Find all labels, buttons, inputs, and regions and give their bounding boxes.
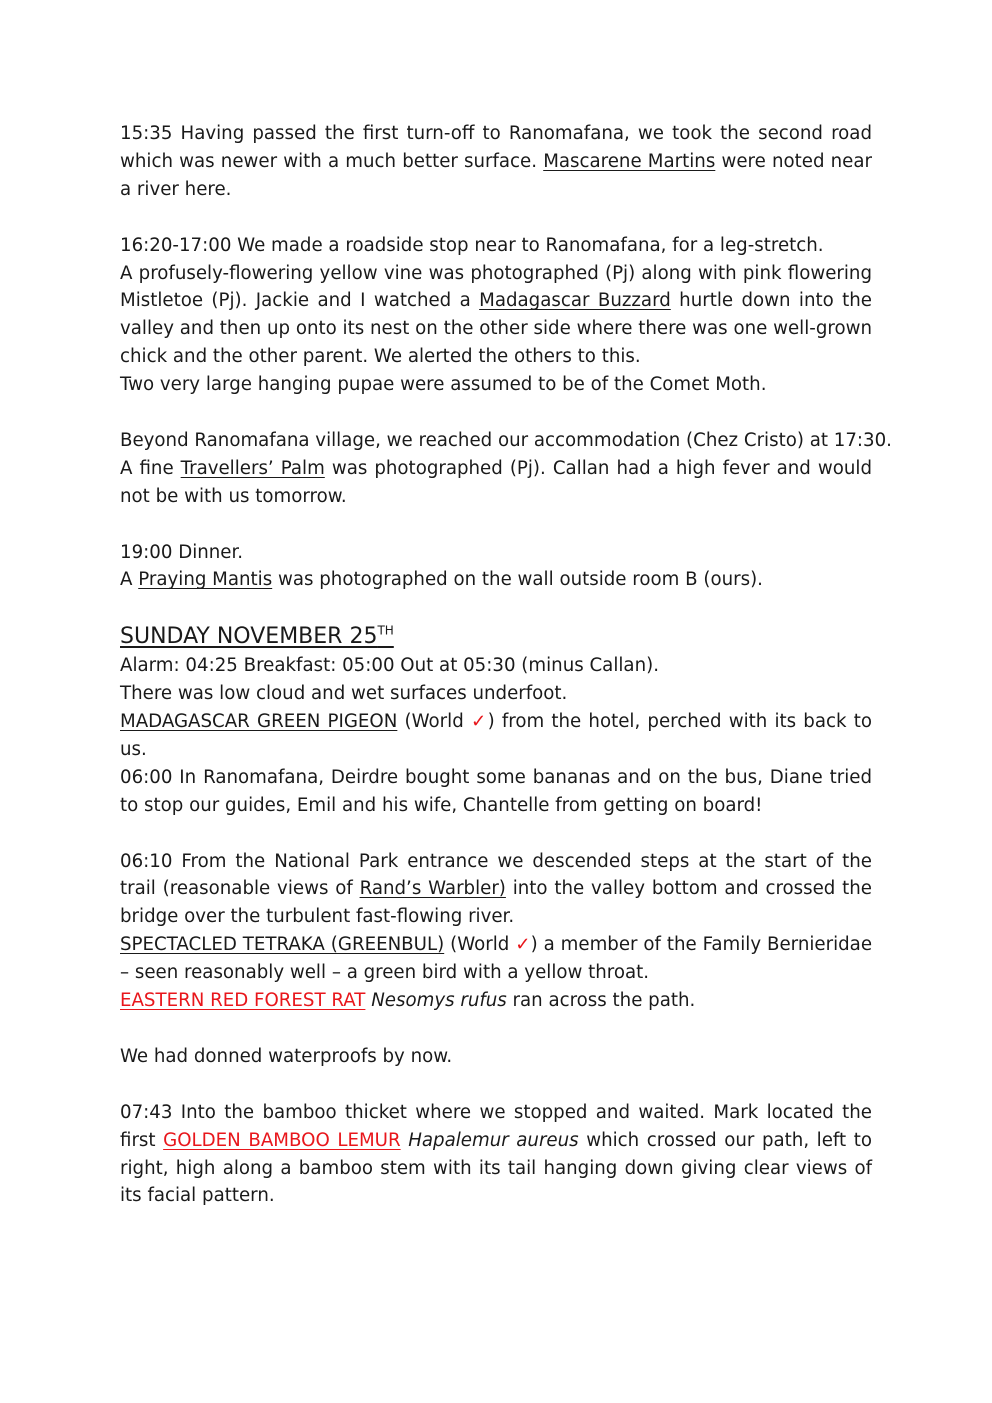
journal-page bbox=[120, 120, 892, 1238]
entry-0610: 06:10 From the National Park entrance we descended steps at the start of the trail (reasonable views of Rand’s Warbler) into the valley bottom and crossed the bridge over the turbulent fast-flowing river. SPECTACLED TETRAKA (GREENBUL) (World ✓) a member of the Family Bernieridae – seen reasonably well – a green bird with a yellow throat. EASTERN RED FOREST RAT Nesomys rufus ran across the path. bbox=[120, 850, 873, 1012]
species-golden-bamboo-lemur: GOLDEN BAMBOO LEMUR bbox=[163, 1129, 401, 1151]
entry-1535: 15:35 Having passed the first turn-off to Ranomafana, we took the second road which was newer with a much better surface. Mascarene Martins were noted near a river here. bbox=[120, 123, 872, 200]
entry-waterproofs: We had donned waterproofs by now. bbox=[120, 1045, 453, 1067]
latin-name: Hapalemur aureus bbox=[408, 1129, 579, 1151]
day-heading: SUNDAY NOVEMBER 25TH bbox=[120, 623, 394, 650]
entry-0743: 07:43 Into the bamboo thicket where we stopped and waited. Mark located the first GOLDEN BAMBOO LEMUR Hapalemur aureus which crossed our path, left to right, high along a bamboo stem with its tail hanging down giving clear views of its facial pattern. bbox=[120, 1101, 872, 1207]
check-icon: ✓ bbox=[470, 711, 488, 733]
entry-1620: 16:20-17:00 We made a roadside stop near to Ranomafana, for a leg-stretch. A profusely-flowering yellow vine was photographed (Pj) along with pink flowering Mistletoe (Pj). Jackie and I watched a Madagascar Buzzard hurtle down into the valley and then up onto its nest on the other side where there was one well-grown chick and the other parent. We alerted the others to this. Two very large hanging pupae were assumed to be of the Comet Moth. bbox=[120, 234, 872, 396]
entry-dinner: 19:00 Dinner. A Praying Mantis was photographed on the wall outside room B (ours). bbox=[120, 541, 763, 591]
species-mascarene-martins: Mascarene Martins bbox=[543, 150, 716, 172]
latin-name: Nesomys rufus bbox=[371, 990, 507, 1012]
entry-accommodation: Beyond Ranomafana village, we reached our accommodation (Chez Cristo) at 17:30. A fine Travellers’ Palm was photographed (Pj). Callan had a high fever and would not be with us tomorrow. bbox=[120, 429, 892, 507]
species-praying-mantis: Praying Mantis bbox=[138, 569, 273, 591]
species-eastern-red-forest-rat: EASTERN RED FOREST RAT bbox=[120, 990, 366, 1012]
species-rands-warbler: Rand’s Warbler) bbox=[359, 878, 506, 900]
entry-sunday-morning: Alarm: 04:25 Breakfast: 05:00 Out at 05:30 (minus Callan). There was low cloud and wet surfaces underfoot. MADAGASCAR GREEN PIGEON (World ✓) from the hotel, perched with its back to us. 06:00 In Ranomafana, Deirdre bought some bananas and on the bus, Diane tried to stop our guides, Emil and his wife, Chantelle from getting on board! bbox=[120, 655, 872, 816]
species-madagascar-buzzard: Madagascar Buzzard bbox=[479, 290, 671, 312]
species-green-pigeon: MADAGASCAR GREEN PIGEON bbox=[120, 711, 398, 733]
species-spectacled-tetraka: SPECTACLED TETRAKA (GREENBUL) bbox=[120, 934, 445, 956]
check-icon: ✓ bbox=[515, 934, 531, 956]
species-travellers-palm: Travellers’ Palm bbox=[180, 457, 325, 479]
